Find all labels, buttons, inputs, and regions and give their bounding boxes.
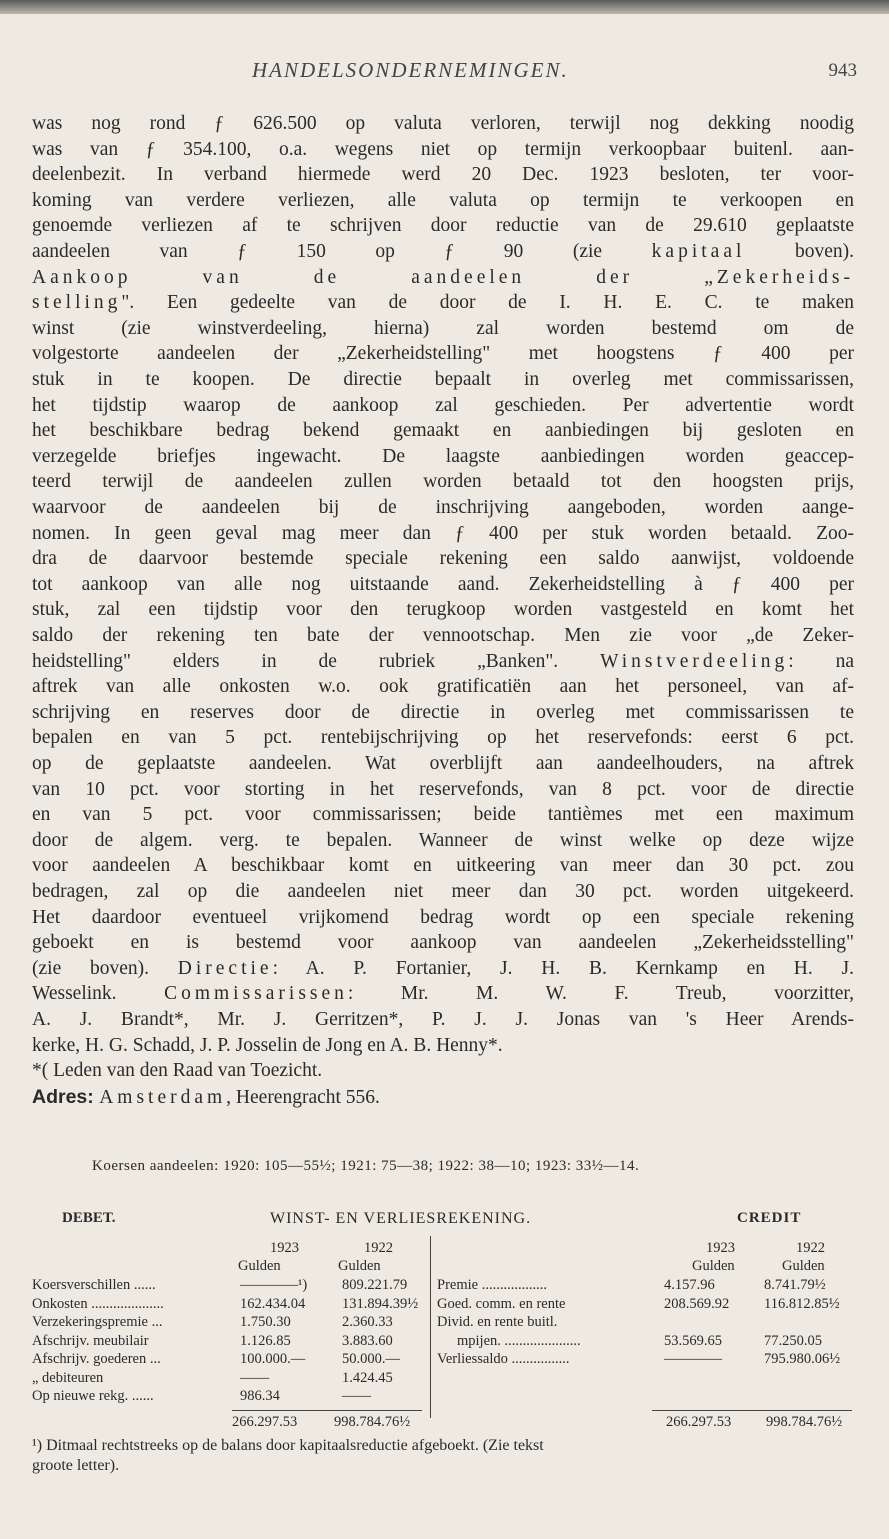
body-line <box>32 112 854 136</box>
credit-total-rule <box>652 1410 852 1411</box>
credit-cell-label: Premie .................. <box>437 1277 547 1293</box>
credit-row <box>32 1313 854 1331</box>
credit-cell-label: Verliessaldo ................ <box>437 1351 570 1367</box>
scan-edge <box>0 0 889 14</box>
debit-currency-1923: Gulden <box>238 1258 281 1274</box>
body-line-text: Amsterdam <box>99 1086 227 1108</box>
credit-year-1923: 1923 <box>706 1240 735 1256</box>
body-line-text: tot aankoop van alle nog uitstaande aand. Zekerheidstelling à ƒ 400 per <box>32 573 854 595</box>
body-line <box>32 598 854 622</box>
body-line-text: kerke, H. G. Schadd, J. P. Josselin de Jong en A. B. Henny*. <box>32 1034 503 1056</box>
body-line-text: Het daardoor eventueel vrijkomend bedrag wordt op een speciale rekening <box>32 906 854 928</box>
credit-row <box>32 1276 854 1294</box>
body-line <box>32 957 854 981</box>
body-line <box>32 547 854 571</box>
body-line <box>32 1059 854 1083</box>
credit-total-1923: 266.297.53 <box>666 1414 732 1430</box>
body-line <box>32 1034 854 1058</box>
body-line-text: heidstelling" elders in de rubriek „Banken". <box>32 650 601 672</box>
debit-cell-label: Koersverschillen ...... <box>32 1277 156 1293</box>
body-line <box>32 675 854 699</box>
credit-total-1922: 998.784.76½ <box>766 1414 843 1430</box>
credit-cell-v1922: 8.741.79½ <box>764 1277 826 1293</box>
body-line-text: geboekt en is bestemd voor aankoop van aandeelen „Zekerheidsstelling" <box>32 932 854 954</box>
debit-cell-v1923: 986.34 <box>240 1388 280 1404</box>
body-line <box>32 854 854 878</box>
body-line <box>32 342 854 366</box>
body-line-text: verzegelde briefjes ingewacht. De laagste aanbiedingen worden geaccep- <box>32 445 854 467</box>
body-line-text: A. J. Brandt*, Mr. J. Gerritzen*, P. J. J. Jonas van 's Heer Arends- <box>32 1009 854 1030</box>
credit-cell-label: Goed. comm. en rente <box>437 1295 566 1312</box>
debit-currency-1922: Gulden <box>338 1258 381 1274</box>
body-line-text: (zie boven). <box>32 957 178 979</box>
debit-cell-label: Afschrijv. goederen ... <box>32 1351 161 1367</box>
body-line <box>32 138 854 162</box>
debit-cell-label: Op nieuwe rekg. ...... <box>32 1388 154 1404</box>
credit-cell-label: Divid. en rente buitl. <box>437 1314 558 1330</box>
debit-cell-label: Afschrijv. meubilair <box>32 1332 149 1349</box>
body-line-text: voor aandeelen A beschikbaar komt en uitkeering van meer dan 30 pct. zou <box>32 855 854 877</box>
debit-cell-v1923: 100.000.— <box>240 1351 306 1367</box>
body-line <box>32 445 854 469</box>
body-line-text: op de geplaatste aandeelen. Wat overblijft aan aandeelhouders, na aftrek <box>32 753 854 774</box>
debit-year-1923: 1923 <box>270 1240 299 1256</box>
debit-total-1922: 998.784.76½ <box>334 1414 411 1430</box>
credit-cell-v1923: 4.157.96 <box>664 1277 715 1293</box>
body-line-text: : Mr. M. W. F. Treub, voorzitter, <box>347 983 854 1005</box>
body-line-text: Adres: <box>32 1085 100 1108</box>
body-line <box>32 266 854 290</box>
debit-total-rule <box>232 1410 422 1411</box>
debit-total-1923: 266.297.53 <box>232 1414 298 1430</box>
body-line <box>32 829 854 853</box>
body-line <box>32 650 854 674</box>
body-line-text: stuk in te koopen. De directie bepaalt in overleg met commissarissen, <box>32 369 854 390</box>
body-line-text: Commissarissen <box>164 983 348 1005</box>
credit-cell-v1922: 77.250.05 <box>764 1332 822 1349</box>
body-line-text: aandeelen van ƒ 150 op ƒ 90 (zie <box>32 241 652 262</box>
body-line-text: volgestorte aandeelen der „Zekerheidstelling" met hoogstens ƒ 400 per <box>32 343 854 365</box>
credit-cell-label: mpijen. ..................... <box>457 1332 581 1349</box>
debit-cell-v1922: —— <box>342 1388 371 1404</box>
footnote-line: ¹) Ditmaal rechtstreeks op de balans door kapitaalsreductie afgeboekt. (Zie tekst <box>32 1437 544 1454</box>
debit-cell-v1923: 162.434.04 <box>240 1295 306 1312</box>
body-line-text: was nog rond ƒ 626.500 op valuta verloren, terwijl nog dekking noodig <box>32 113 854 134</box>
body-line-text: bedragen, zal op die aandeelen niet meer dan 30 pct. worden uitgekeerd. <box>32 881 854 902</box>
credit-cell-v1922: 116.812.85½ <box>764 1295 840 1312</box>
body-line-text: winst (zie winstverdeeling, hierna) zal worden bestemd om de <box>32 317 854 339</box>
body-line <box>32 240 854 264</box>
body-line <box>32 470 854 494</box>
body-line <box>32 752 854 776</box>
body-line-text: ". Een gedeelte van de door de I. H. E. C. te maken <box>121 292 854 314</box>
debit-cell-v1923: 1.126.85 <box>240 1332 291 1349</box>
debit-cell-label: „ debiteuren <box>32 1369 104 1386</box>
body-line-text: Directie <box>177 957 273 979</box>
credit-currency-1922: Gulden <box>782 1258 825 1274</box>
body-line-text: stuk, zal een tijdstip voor den terugkoop worden vastgesteld en komt het <box>32 599 854 621</box>
body-line-text: boven). <box>745 241 854 262</box>
credit-cell-v1923: 53.569.65 <box>664 1332 722 1349</box>
page-number: 943 <box>828 60 857 81</box>
body-line-text: was van ƒ 354.100, o.a. wegens niet op termijn verkoopbaar buitenl. aan- <box>32 138 854 160</box>
debit-row <box>32 1369 854 1387</box>
running-head <box>0 58 889 90</box>
body-line-text: : A. P. Fortanier, J. H. B. Kernkamp en H. J. <box>272 957 854 979</box>
body-line <box>32 163 854 187</box>
body-line <box>32 880 854 904</box>
body-line-text: het tijdstip waarop de aankoop zal geschieden. Per advertentie wordt <box>32 394 854 416</box>
body-line <box>32 419 854 443</box>
body-line <box>32 726 854 750</box>
debit-cell-v1922: 3.883.60 <box>342 1332 393 1349</box>
body-line <box>32 931 854 955</box>
body-line-text: door de algem. verg. te bepalen. Wanneer de winst welke op deze wijze <box>32 829 854 851</box>
body-line-text: en van 5 pct. voor commissarissen; beide tantièmes met een maximum <box>32 804 854 826</box>
body-line <box>32 573 854 597</box>
body-line <box>32 1008 854 1032</box>
credit-cell-v1923: 208.569.92 <box>664 1295 730 1312</box>
debit-cell-v1923: ————¹) <box>240 1277 308 1293</box>
debit-cell-v1923: —— <box>240 1369 269 1386</box>
credit-cell-v1922: 795.980.06½ <box>764 1351 841 1367</box>
credit-cell-v1923: ———— <box>664 1351 722 1367</box>
credit-currency-1923: Gulden <box>692 1258 735 1274</box>
body-text <box>32 112 854 1132</box>
account-title: WINST- EN VERLIESREKENING. <box>270 1210 532 1227</box>
body-line <box>32 906 854 930</box>
body-line <box>32 624 854 648</box>
credit-row <box>32 1295 854 1313</box>
body-line-text: Aankoop van de aandeelen der „Zekerheids- <box>32 266 854 288</box>
share-prices-line: Koersen aandeelen: 1920: 105—55½; 1921: 75—38; 1922: 38—10; 1923: 33½—14. <box>92 1158 640 1174</box>
body-line <box>32 189 854 213</box>
body-line <box>32 1085 854 1109</box>
body-line-text: dra de daarvoor bestemde speciale rekening een saldo aanwijst, voldoende <box>32 548 854 570</box>
body-line <box>32 522 854 546</box>
debit-cell-v1922: 131.894.39½ <box>342 1295 419 1312</box>
body-line-text: het beschikbare bedrag bekend gemaakt en aanbiedingen bij gesloten en <box>32 420 854 442</box>
debit-cell-v1922: 2.360.33 <box>342 1314 393 1330</box>
body-line <box>32 496 854 520</box>
debit-cell-v1922: 50.000.— <box>342 1351 400 1367</box>
debit-cell-v1922: 1.424.45 <box>342 1369 393 1386</box>
body-line-text: saldo der rekening ten bate der vennootschap. Men zie voor „de Zeker- <box>32 625 854 646</box>
credit-label: CREDIT <box>737 1210 802 1226</box>
body-line-text: stelling <box>32 292 122 314</box>
body-line <box>32 982 854 1006</box>
body-line <box>32 803 854 827</box>
body-line <box>32 368 854 392</box>
body-line-text: schrijving en reserves door de directie in overleg met commissarissen te <box>32 701 854 723</box>
debit-year-1922: 1922 <box>364 1240 393 1256</box>
body-line-text: aftrek van alle onkosten w.o. ook gratificatiën aan het personeel, van af- <box>32 676 854 698</box>
body-line-text: , Heerengracht 556. <box>226 1086 380 1108</box>
footnote <box>32 1436 854 1476</box>
body-line <box>32 214 854 238</box>
body-line-text: kapitaal <box>651 241 746 262</box>
body-line-text: bepalen en van 5 pct. rentebijschrijving op het reservefonds: eerst 6 pct. <box>32 727 854 749</box>
body-line-text: genoemde verliezen af te schrijven door reductie van de 29.610 geplaatste <box>32 215 854 237</box>
debit-cell-label: Verzekeringspremie ... <box>32 1314 163 1330</box>
body-line <box>32 778 854 802</box>
body-line-text: nomen. In geen geval mag meer dan ƒ 400 per stuk worden betaald. Zoo- <box>32 522 854 544</box>
body-line-text: koming van verdere verliezen, alle valuta op termijn te verkoopen en <box>32 189 854 211</box>
debit-cell-v1923: 1.750.30 <box>240 1314 291 1330</box>
credit-row <box>32 1332 854 1350</box>
body-line <box>32 394 854 418</box>
body-line-text: teerd terwijl de aandeelen zullen worden betaald tot den hoogsten prijs, <box>32 471 854 493</box>
body-line-text: deelenbezit. In verband hiermede werd 20 Dec. 1923 besloten, ter voor- <box>32 164 854 186</box>
running-head-title: HANDELSONDERNEMINGEN. <box>252 58 569 82</box>
credit-year-1922: 1922 <box>796 1240 825 1256</box>
body-line <box>32 317 854 341</box>
debit-row <box>32 1387 854 1405</box>
debet-label: DEBET. <box>62 1210 116 1226</box>
body-line-text: waarvoor de aandeelen bij de inschrijving aangeboden, worden aange- <box>32 497 854 518</box>
credit-row <box>32 1350 854 1368</box>
debit-cell-v1922: 809.221.79 <box>342 1277 408 1293</box>
body-line-text: Wesselink. <box>32 983 165 1005</box>
body-line-text: Winstverdeeling <box>600 650 789 672</box>
footnote-line: groote letter). <box>32 1457 120 1474</box>
body-line-text: *( Leden van den Raad van Toezicht. <box>32 1060 323 1082</box>
debit-cell-label: Onkosten .................... <box>32 1295 164 1312</box>
body-line-text: van 10 pct. voor storting in het reservefonds, van 8 pct. voor de directie <box>32 778 854 800</box>
body-line <box>32 291 854 315</box>
body-line <box>32 701 854 725</box>
body-line-text: : na <box>788 650 855 672</box>
